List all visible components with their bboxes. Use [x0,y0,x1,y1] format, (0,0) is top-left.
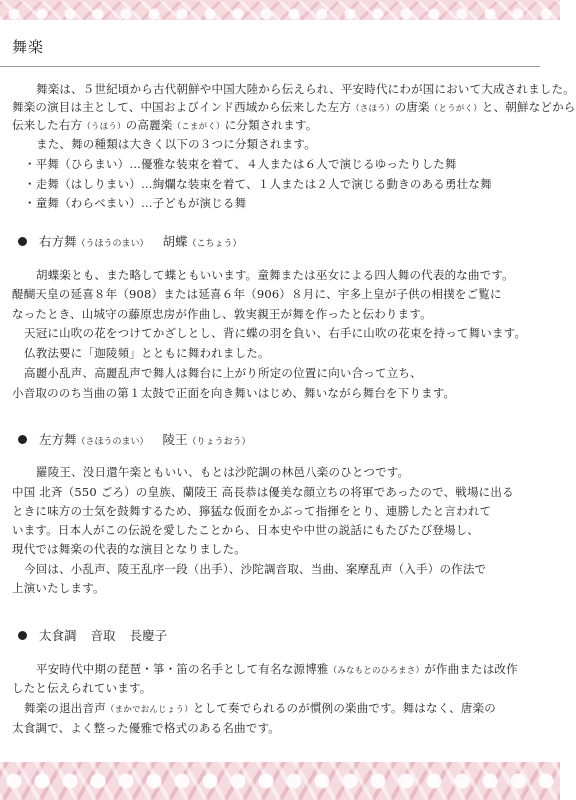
bullet-icon [18,435,27,444]
title-divider [0,66,540,67]
kocho-line-7: 小音取ののち当曲の第１太鼓で正面を向き舞いはじめ、舞いながら舞台を下ります。 [12,386,456,400]
intro-line-1: 舞楽は、５世紀頃から古代朝鮮や中国大陸から伝えられ、平安時代にわが国において大成されました。 [36,82,575,96]
kocho-line-3: なったとき、山城守の藤原忠房が作曲し、敦実親王が舞を作ったと伝わります。 [12,307,432,321]
chogeishi-line-4: 太食調で、よく整った優雅で格式のある名曲です。 [12,721,280,735]
ryoo-line-1: 羅陵王、没日還午楽ともいい、もとは沙陀調の林邑八楽のひとつです。 [36,465,410,479]
bullet-icon [18,237,27,246]
section-heading-kocho: 右方舞（うほうのまい） 胡蝶（こちょう） [18,234,242,252]
kocho-line-4: 天冠に山吹の花をつけてかざしとし、背に蝶の羽を負い、右手に山吹の花束を持って舞います。 [24,326,527,340]
kocho-line-5: 仏教法要に「迦陵頻」とともに舞われました。 [24,346,270,360]
ryoo-line-5: 現代では舞楽の代表的な演目となりました。 [12,542,246,556]
intro-list-item-hiramai: ・平舞（ひらまい）…優雅な装束を着て、４人または６人で演じるゆったりした舞 [24,157,457,171]
intro-list-item-hashirimai: ・走舞（はしりまい）…絢爛な装束を着て、１人または２人で演じる動きのある勇壮な舞 [24,177,492,191]
chogeishi-line-2: したと伝えられています。 [12,681,152,695]
section-heading-chogeishi: 太食調 音取 長慶子 [18,628,167,644]
kocho-line-1: 胡蝶楽とも、また略して蝶ともいいます。童舞または巫女による四人舞の代表的な曲です。 [36,268,514,282]
intro-list-item-warabemai: ・童舞（わらべまい）…子どもが演じる舞 [24,196,247,210]
ryoo-line-3: ときに味方の士気を鼓舞するため、獰猛な仮面をかぶって指揮をとり、連勝したと言われて [12,504,492,518]
intro-line-2: 舞楽の演目は主として、中国およびインド西域から伝来した左方（さほう）の唐楽（とうがく）と、朝鮮などから [12,100,576,114]
bottom-decorative-band [0,762,560,800]
ryoo-line-6: 今回は、小乱声、陵王乱序一段（出手）、沙陀調音取、当曲、案摩乱声（入手）の作法で [24,562,487,576]
intro-line-3: 伝来した右方（うほう）の高麗楽（こまがく）に分類されます。 [12,118,318,132]
chogeishi-line-3: 舞楽の退出音声（まかでおんじょう）として奏でられるのが慣例の楽曲です。舞はなく、唐楽の [24,701,496,715]
intro-line-4: また、舞の種類は大きく以下の３つに分類されます。 [36,137,316,151]
kocho-line-6: 高麗小乱声、高麗乱声で舞人は舞台に上がり所定の位置に向い合って立ち、 [24,366,422,380]
top-decorative-band [0,0,560,20]
chogeishi-line-1: 平安時代中期の琵琶・箏・笛の名手として有名な源博雅（みなもとのひろまさ）が作曲または改作 [36,662,518,676]
bullet-icon [18,631,27,640]
page-title: 舞楽 [12,38,45,56]
ryoo-line-4: います。日本人がこの伝説を愛したことから、日本史や中世の説話にもたびたび登場し、 [12,523,480,537]
ryoo-line-7: 上演いたします。 [12,581,105,595]
ryoo-line-2: 中国 北斉（550 ごろ）の皇族、蘭陵王 高長恭は優美な顔立ちの将軍であったので、戦場に出る [12,485,514,499]
section-heading-ryoo: 左方舞（さほうのまい） 陵王（りょうおう） [18,432,251,450]
kocho-line-2: 醍醐天皇の延喜８年（908）または延喜６年（906）８月に、宇多上皇が子供の相撲をご覧に [12,287,502,301]
